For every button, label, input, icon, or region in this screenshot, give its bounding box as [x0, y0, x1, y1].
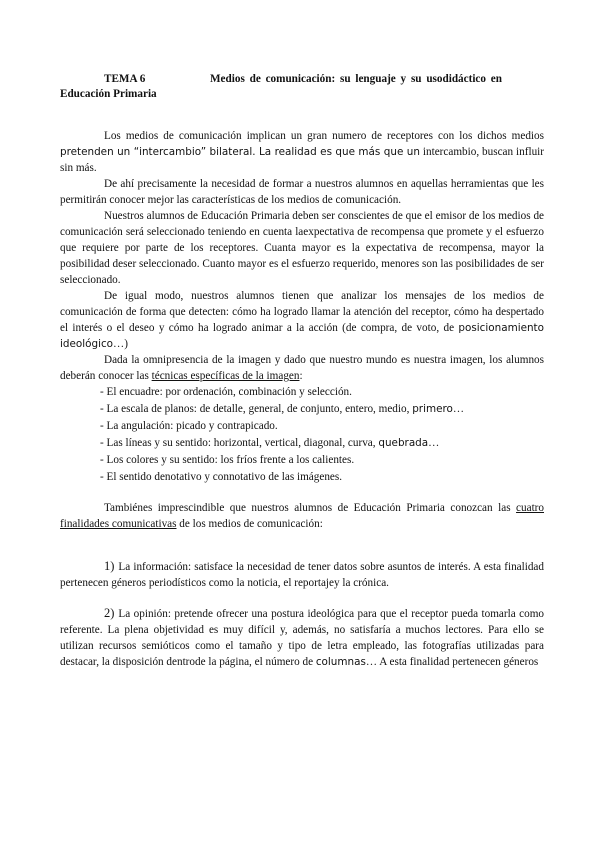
techniques-list — [60, 384, 544, 486]
paragraph-intro — [60, 128, 544, 176]
paragraph-image-part1: Dada la omnipresencia de la imagen y dado que nuestro mundo es nuestra imagen, los alumnos deberán conocer las — [60, 354, 544, 382]
paragraph-intro-part1: Los medios de comunicación implican un gran numero de receptores con los dichos medios — [104, 130, 544, 142]
paragraph-analysis-part2: …) — [113, 338, 128, 350]
unit-number: TEMA 6 — [104, 73, 146, 85]
list-item-text: - La escala de planos: de detalle, general, de conjunto, entero, medio, — [100, 403, 413, 415]
paragraph-image-part2: : — [299, 370, 303, 382]
paragraph-training: De ahí precisamente la necesidad de formar a nuestros alumnos en aquellas herramientas que les permitirán conocer mejor las características de los medios de comunicación. — [60, 178, 544, 206]
finality-text: La opinión: pretende ofrecer una postura ideológica para que el receptor pueda tomarla como referente. La plena objetividad es muy difícil y, además, no satisfaría a muchos lectores. Para ello se utilizan recursos semióticos como el tamaño y tipo de letra empleado, las fotografías utilizadas para destacar, la disposición dentrode la página, el número de — [60, 608, 544, 668]
paragraph-analysis-term: posicionamiento ideológico — [60, 322, 544, 350]
list-item-text: - La angulación: picado y contrapicado. — [100, 420, 278, 432]
paragraph-finalities-part2: de los medios de comunicación: — [176, 518, 323, 530]
list-item-term: primero — [412, 403, 453, 415]
list-item — [100, 469, 544, 486]
image-techniques-link: técnicas específicas de la imagen — [151, 370, 300, 382]
finality-information — [60, 558, 544, 591]
finality-opinion — [60, 605, 544, 670]
paragraph-intro-part3: intercambio, buscan influir sin más. — [60, 146, 545, 174]
list-item — [100, 452, 544, 469]
document-page — [60, 72, 544, 670]
list-item-text: - Los colores y su sentido: los fríos frente a los calientes. — [100, 454, 355, 466]
paragraph-analysis — [60, 288, 544, 352]
paragraph-finalities — [60, 500, 544, 532]
list-item — [100, 435, 544, 452]
list-item — [100, 384, 544, 401]
finalities-link: cuatro finalidades comunicativas — [60, 502, 544, 530]
list-item — [100, 418, 544, 435]
list-item — [100, 401, 544, 418]
list-item-ellipsis: … — [452, 403, 465, 415]
list-item-text: - El encuadre: por ordenación, combinación y selección. — [100, 386, 352, 398]
document-header — [60, 72, 544, 102]
list-item-term: quebrada — [378, 437, 429, 449]
list-item-text: - El sentido denotativo y connotativo de las imágenes. — [100, 471, 343, 483]
finality-number: 1) — [104, 559, 115, 573]
paragraph-intro-part2: pretenden un “intercambio” bilateral. La realidad es que más que un — [60, 146, 420, 158]
finality-number: 2) — [104, 606, 115, 620]
finality-term: columnas — [315, 656, 366, 668]
paragraph-finalities-part1: Tambiénes imprescindible que nuestros alumnos de Educación Primaria conozcan las — [104, 502, 517, 514]
unit-title: Medios de comunicación: su lenguaje y su usodidáctico en — [210, 73, 502, 85]
list-item-ellipsis: … — [428, 437, 440, 449]
list-item-text: - Las líneas y su sentido: horizontal, vertical, diagonal, curva, — [100, 437, 379, 449]
paragraph-analysis-part1: De igual modo, nuestros alumnos tienen que analizar los mensajes de los medios de comunicación de forma que detecten: cómo ha logrado llamar la atención del receptor, cómo ha despertado el interés o el deseo y cómo ha logrado animar a la acción (de compra, de voto, de — [60, 290, 544, 334]
finality-text: La información: satisface la necesidad de tener datos sobre asuntos de interés. A esta finalidad pertenecen géneros periodísticos como la noticia, el reportajey la crónica. — [60, 561, 544, 589]
paragraph-image — [60, 352, 544, 384]
unit-title-continued: Educación Primaria — [60, 88, 157, 100]
finality-tail: … A esta finalidad pertenecen géneros — [365, 656, 539, 668]
paragraph-emitter: Nuestros alumnos de Educación Primaria deben ser conscientes de que el emisor de los medios de comunicación será seleccionado teniendo en cuenta laexpectativa de recompensa que promete y el esfuerzo que requiere por parte de los receptores. Cuanta mayor es la expectativa de recompensa, mayor la posibilidad deser seleccionado. Cuanto mayor es el esfuerzo requerido, menores son las posibilidades de ser seleccionado. — [60, 210, 544, 286]
